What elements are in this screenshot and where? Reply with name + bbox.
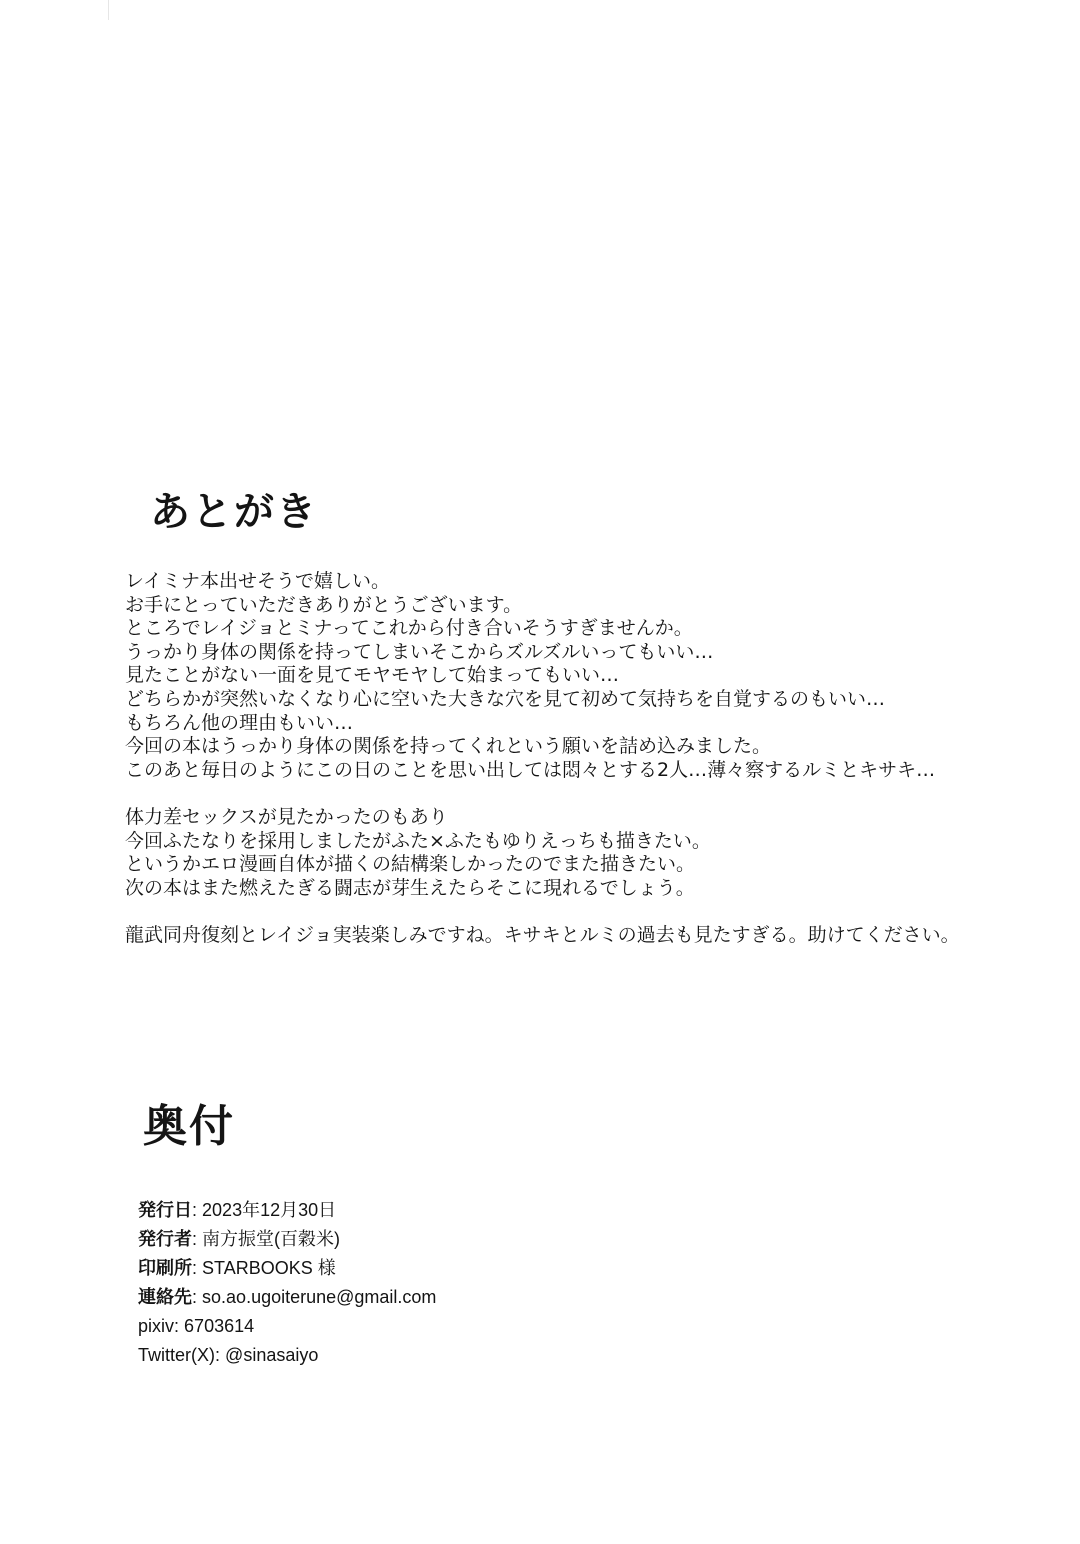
afterword-line: どちらかが突然いなくなり心に空いた大きな穴を見て初めて気持ちを自覚するのもいい… [125,687,886,710]
colophon-value: 南方振堂(百穀米) [202,1229,341,1249]
afterword-line: 体力差セックスが見たかったのもあり [125,805,448,828]
colophon-item-twitter [138,1341,436,1370]
colophon-title: 奥付 [143,1101,235,1152]
colophon-separator: : [192,1287,198,1307]
colophon-item-publish-date [138,1196,436,1225]
colophon-item-publisher [138,1225,436,1254]
colophon-separator: : [192,1200,198,1220]
paragraph-gap [125,900,1025,924]
colophon-separator: : [192,1229,198,1249]
afterword-line: 龍武同舟復刻とレイジョ実装楽しみですね。キサキとルミの過去も見たすぎる。助けてください。 [125,923,960,946]
colophon-list [138,1196,436,1370]
page-edge-mark [108,0,109,20]
colophon-value: 6703614 [184,1316,255,1336]
colophon-label: 連絡先 [138,1287,192,1307]
colophon-item-contact [138,1283,436,1312]
colophon-label: 発行者 [138,1229,192,1249]
afterword-line: 今回ふたなりを採用しましたがふた×ふたもゆりえっちも描きたい。 [125,829,711,852]
colophon-label: pixiv [138,1316,175,1336]
colophon-separator: : [215,1345,221,1365]
afterword-line: お手にとっていただきありがとうございます。 [125,593,523,616]
colophon-item-pixiv [138,1312,436,1341]
colophon-separator: : [192,1258,198,1278]
colophon-label: Twitter(X) [138,1345,216,1365]
afterword-line: 次の本はまた燃えたぎる闘志が芽生えたらそこに現れるでしょう。 [125,876,695,899]
colophon-item-printer [138,1254,436,1283]
afterword-line: 今回の本はうっかり身体の関係を持ってくれという願いを詰め込みました。 [125,735,772,758]
afterword-line: というかエロ漫画自体が描くの結構楽しかったのでまた描きたい。 [125,853,696,876]
afterword-line: 見たことがない一面を見てモヤモヤして始まってもいい… [125,664,620,687]
afterword-line: レイミナ本出せそうで嬉しい。 [125,570,391,592]
afterword-line: うっかり身体の関係を持ってしまいそこからズルズルいってもいい… [125,640,714,663]
colophon-separator: : [174,1316,180,1336]
colophon-value: STARBOOKS 様 [202,1258,336,1278]
colophon-label: 印刷所 [138,1258,192,1278]
afterword-line: もちろん他の理由もいい… [125,711,354,734]
paragraph-gap [125,782,1025,806]
afterword-title: あとがき [150,489,318,535]
afterword-body [125,570,1025,948]
afterword-line: このあと毎日のようにこの日のことを思い出しては悶々とする2人…薄々察するルミとキサキ… [125,758,936,781]
colophon-value: 2023年12月30日 [202,1200,337,1220]
colophon-value: so.ao.ugoiterune@gmail.com [202,1287,437,1307]
afterword-line: ところでレイジョとミナってこれから付き合いそうすぎませんか。 [125,617,693,640]
colophon-value: @sinasaiyo [225,1345,319,1365]
colophon-label: 発行日 [138,1200,192,1220]
